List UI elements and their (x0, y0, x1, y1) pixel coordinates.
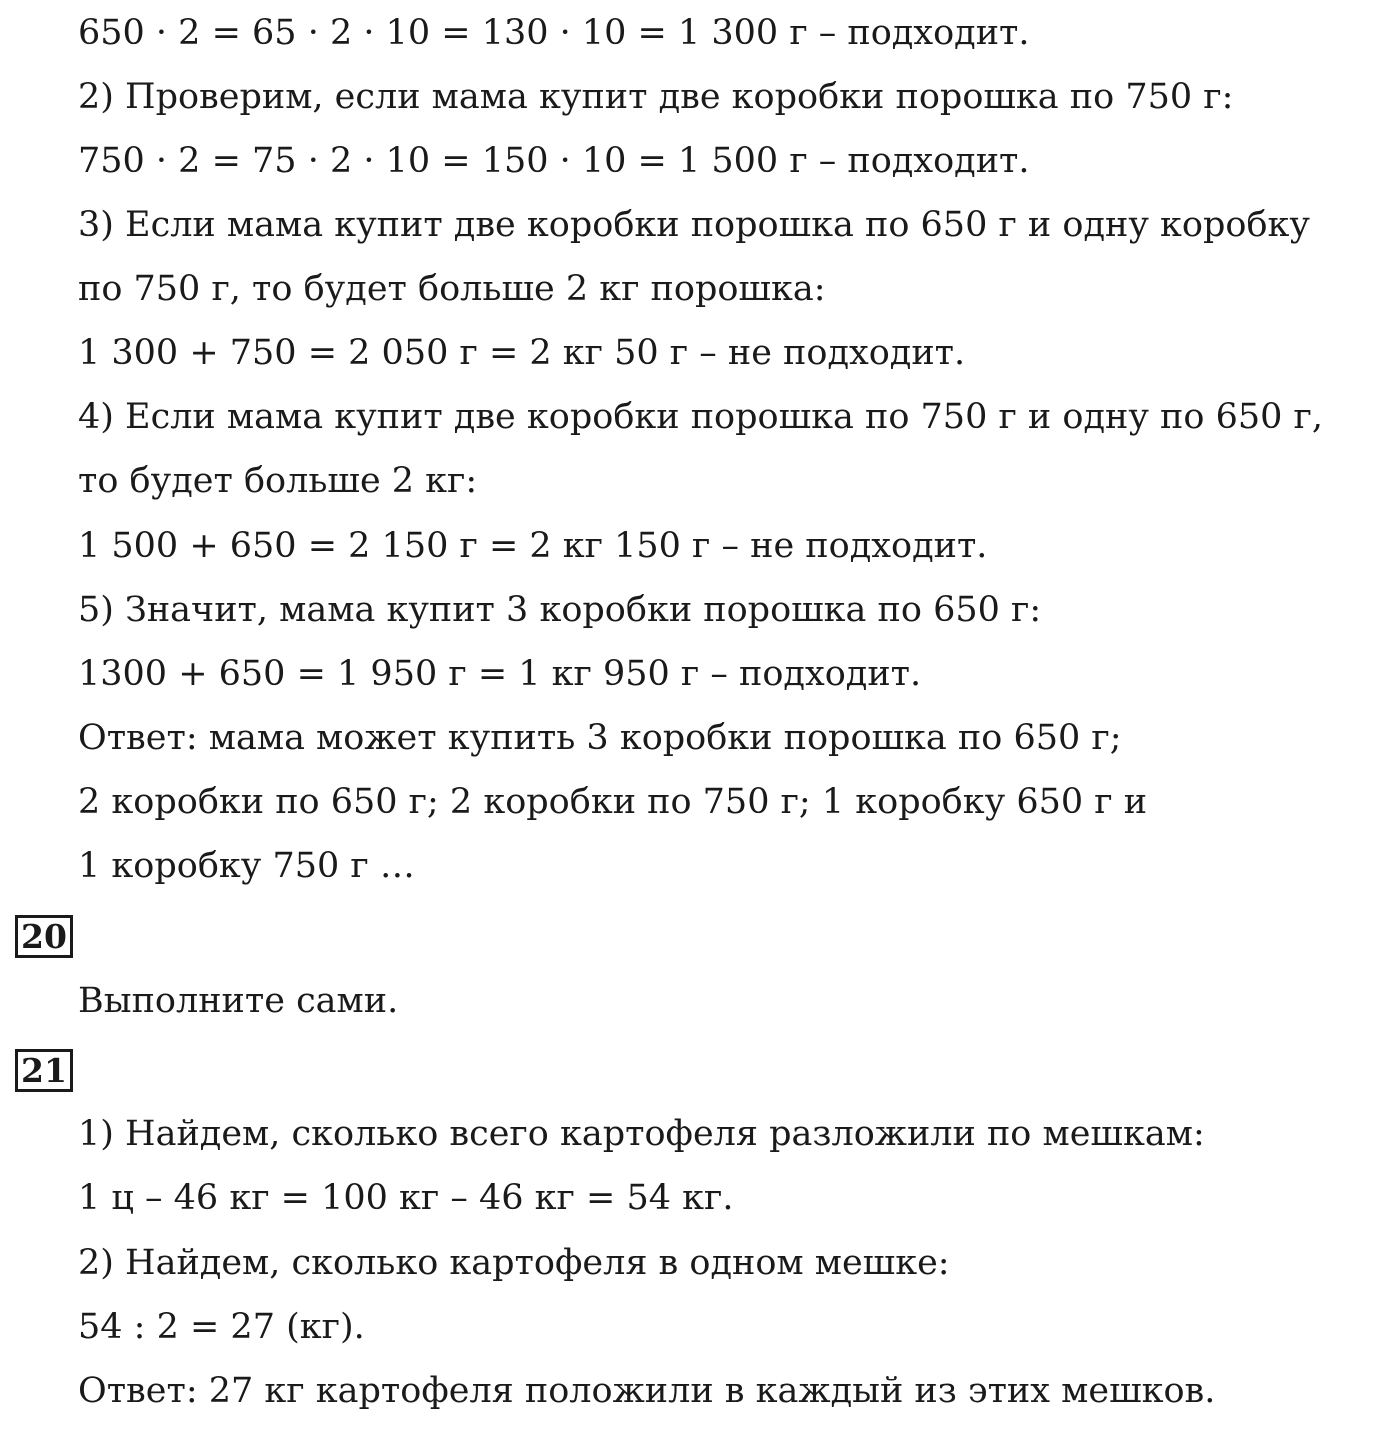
text-line: 2) Найдем, сколько картофеля в одном мешке: (78, 1243, 950, 1283)
text-line: то будет больше 2 кг: (78, 461, 478, 501)
answer-line: 1 коробку 750 г … (78, 846, 415, 886)
text-line: 2) Проверим, если мама купит две коробки порошка по 750 г: (78, 77, 1234, 117)
task-text: Выполните сами. (78, 981, 399, 1021)
text-line: 1 500 + 650 = 2 150 г = 2 кг 150 г – не подходит. (78, 526, 988, 566)
task-number-box: 21 (15, 1049, 73, 1092)
text-line: 5) Значит, мама купит 3 коробки порошка по 650 г: (78, 590, 1042, 630)
task-number-box: 20 (15, 915, 73, 958)
answer-line: 2 коробки по 650 г; 2 коробки по 750 г; 1 коробку 650 г и (78, 782, 1148, 822)
text-line: 650 · 2 = 65 · 2 · 10 = 130 · 10 = 1 300 г – подходит. (78, 13, 1030, 53)
text-line: 1) Найдем, сколько всего картофеля разложили по мешкам: (78, 1114, 1205, 1154)
answer-line: Ответ: мама может купить 3 коробки порошка по 650 г; (78, 718, 1122, 758)
text-line: 1300 + 650 = 1 950 г = 1 кг 950 г – подходит. (78, 654, 922, 694)
answer-line: Ответ: 27 кг картофеля положили в каждый из этих мешков. (78, 1371, 1216, 1411)
text-line: 3) Если мама купит две коробки порошка по 650 г и одну коробку (78, 205, 1311, 245)
text-line: 54 : 2 = 27 (кг). (78, 1307, 365, 1347)
text-line: 1 ц – 46 кг = 100 кг – 46 кг = 54 кг. (78, 1178, 734, 1218)
text-line: 4) Если мама купит две коробки порошка по 750 г и одну по 650 г, (78, 397, 1323, 437)
text-line: по 750 г, то будет больше 2 кг порошка: (78, 269, 826, 309)
text-line: 1 300 + 750 = 2 050 г = 2 кг 50 г – не подходит. (78, 333, 966, 373)
text-line: 750 · 2 = 75 · 2 · 10 = 150 · 10 = 1 500 г – подходит. (78, 141, 1030, 181)
